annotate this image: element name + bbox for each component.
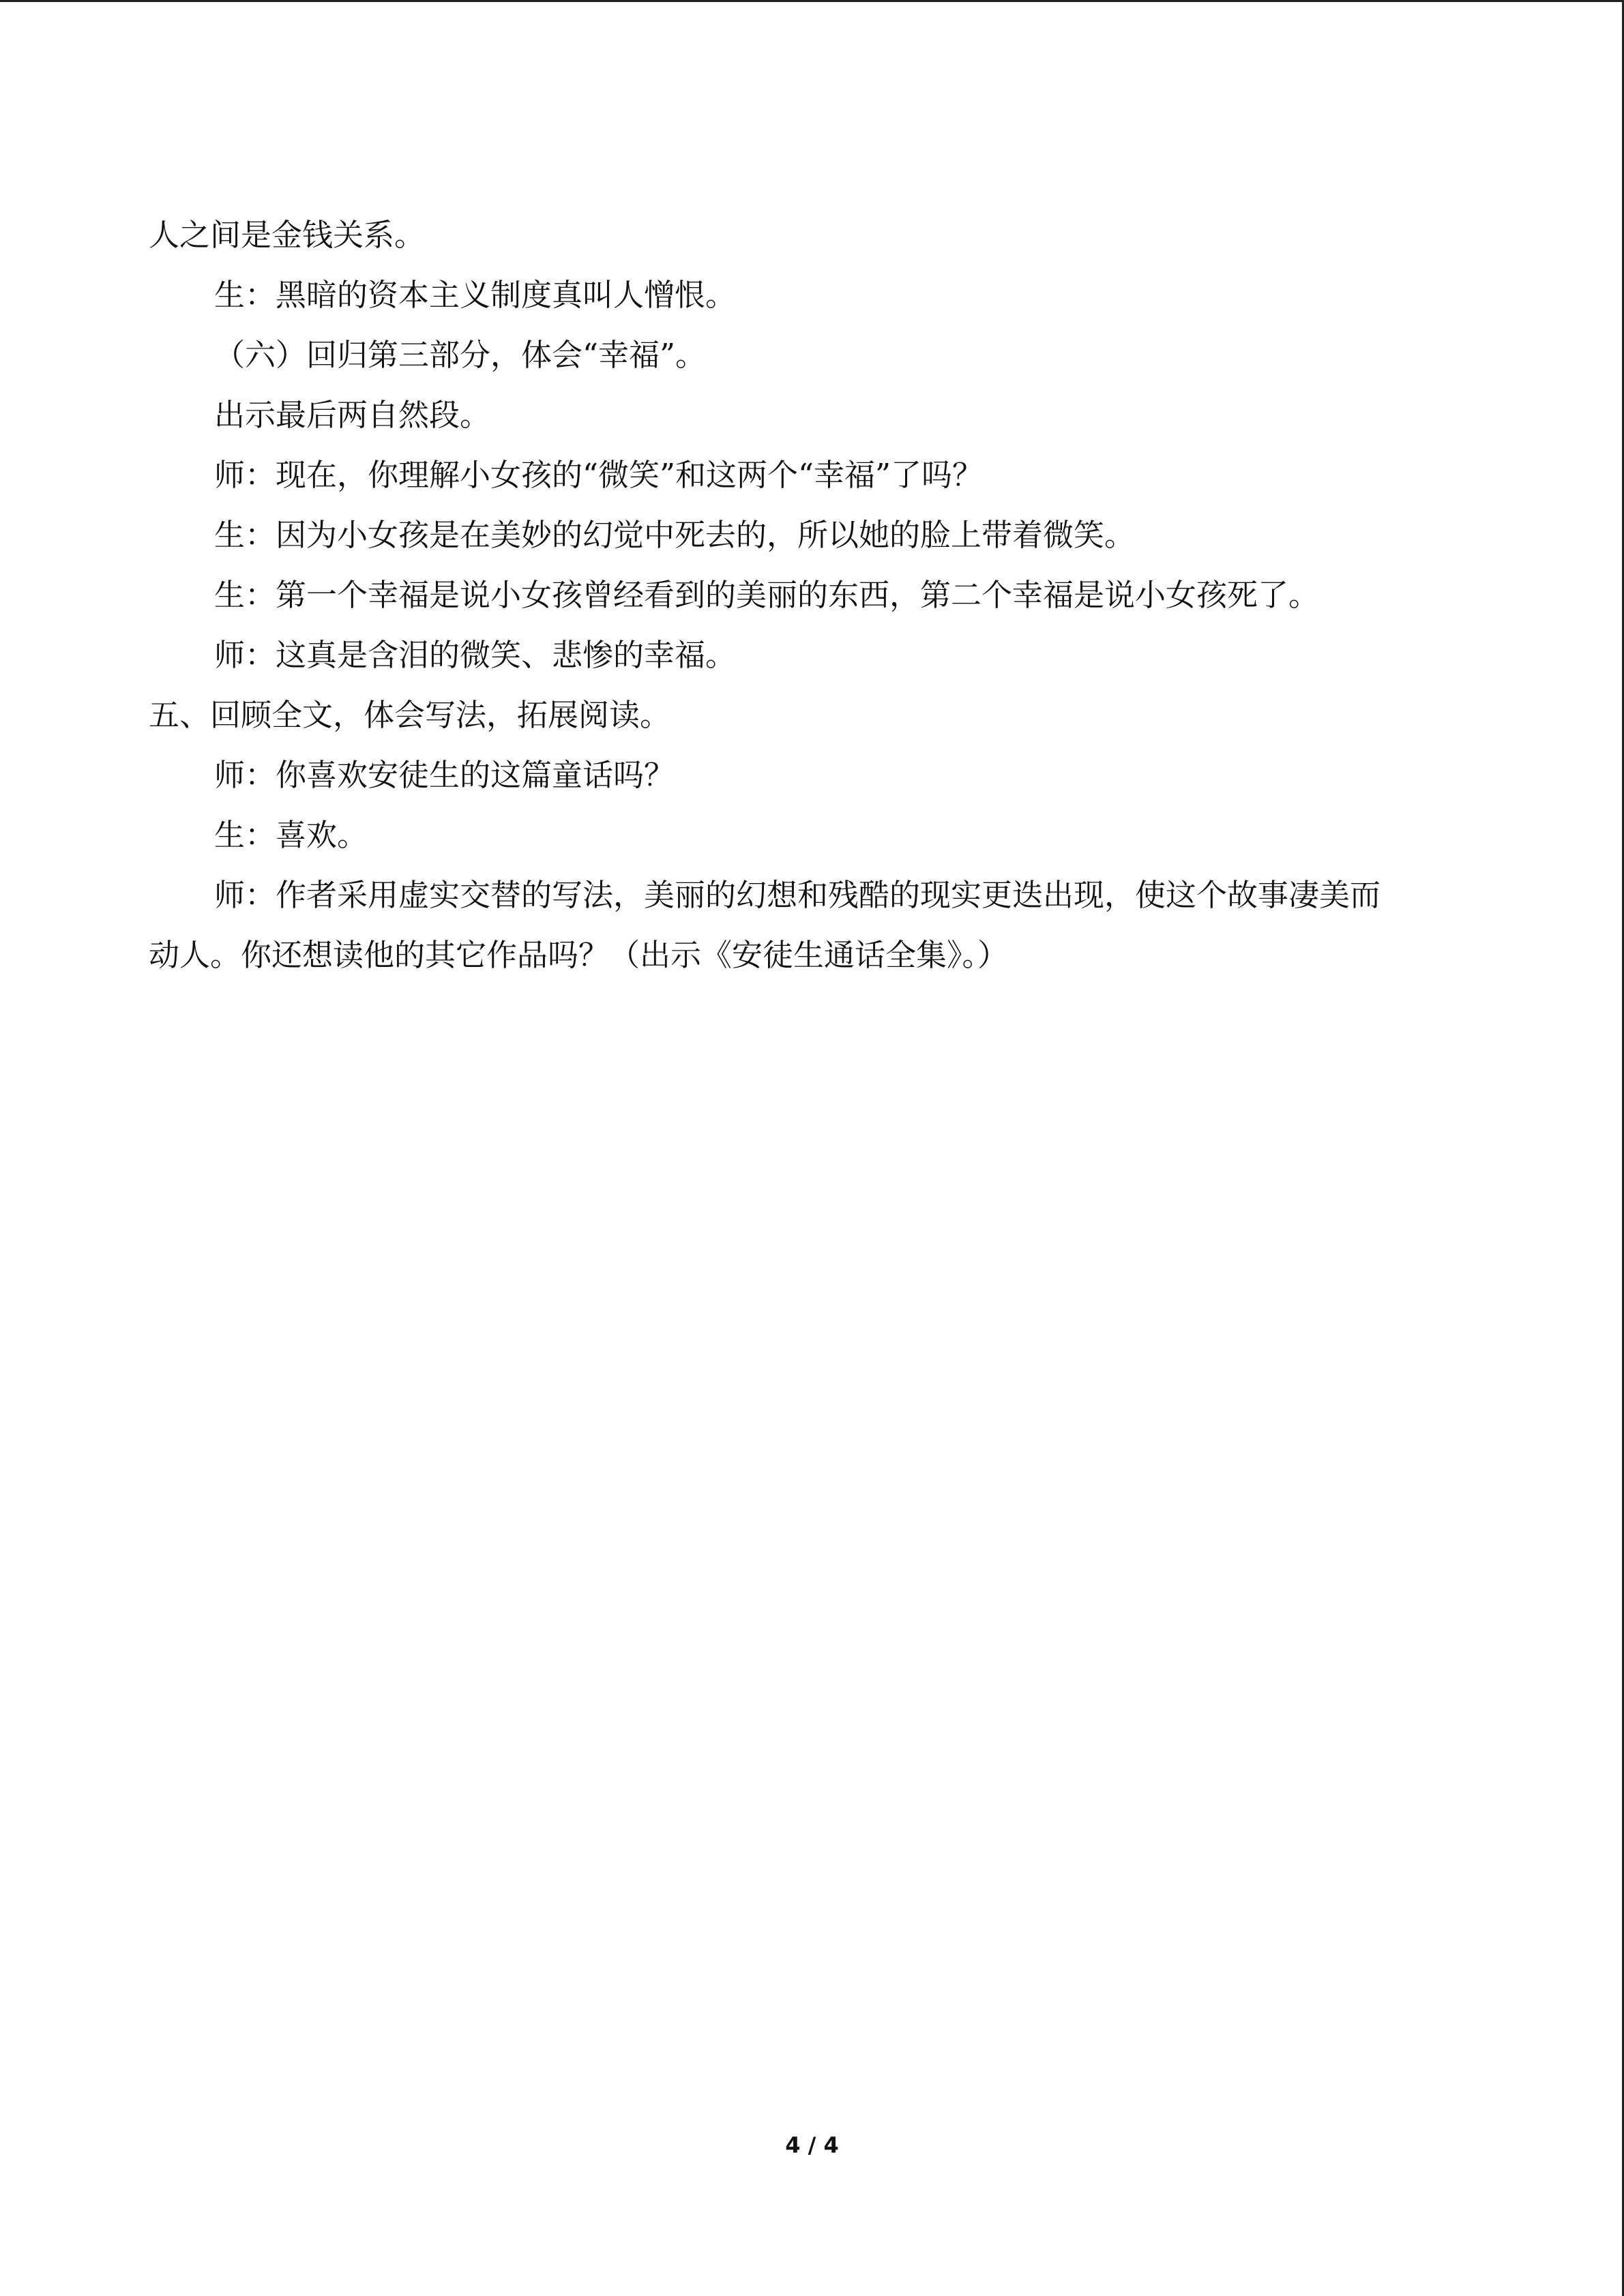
paragraph-line: 人之间是金钱关系。 (149, 217, 426, 253)
paragraph-line: 师：你喜欢安徒生的这篇童话吗？ (214, 757, 675, 793)
paragraph-line: 师：作者采用虚实交替的写法，美丽的幻想和残酷的现实更迭出现，使这个故事凄美而 (214, 877, 1381, 913)
top-border (0, 0, 1624, 2)
paragraph-line: 师：现在，你理解小女孩的“微笑”和这两个“幸福”了吗？ (214, 457, 984, 493)
paragraph-line: 生：因为小女孩是在美妙的幻觉中死去的，所以她的脸上带着微笑。 (214, 517, 1136, 553)
page-number: 4 / 4 (785, 2132, 839, 2158)
paragraph-line: 出示最后两自然段。 (214, 397, 491, 433)
paragraph-line: 师：这真是含泪的微笑、悲惨的幸福。 (214, 637, 737, 673)
section-heading: 五、回顾全文，体会写法，拓展阅读。 (149, 697, 671, 733)
section-heading: （六）回归第三部分，体会“幸福”。 (214, 337, 707, 373)
paragraph-line: 动人。你还想读他的其它作品吗？（出示《安徒生通话全集》。） (149, 937, 1009, 973)
paragraph-line: 生：第一个幸福是说小女孩曾经看到的美丽的东西，第二个幸福是说小女孩死了。 (214, 577, 1320, 613)
paragraph-line: 生：黑暗的资本主义制度真叫人憎恨。 (214, 277, 737, 313)
paragraph-line: 生：喜欢。 (214, 817, 368, 853)
